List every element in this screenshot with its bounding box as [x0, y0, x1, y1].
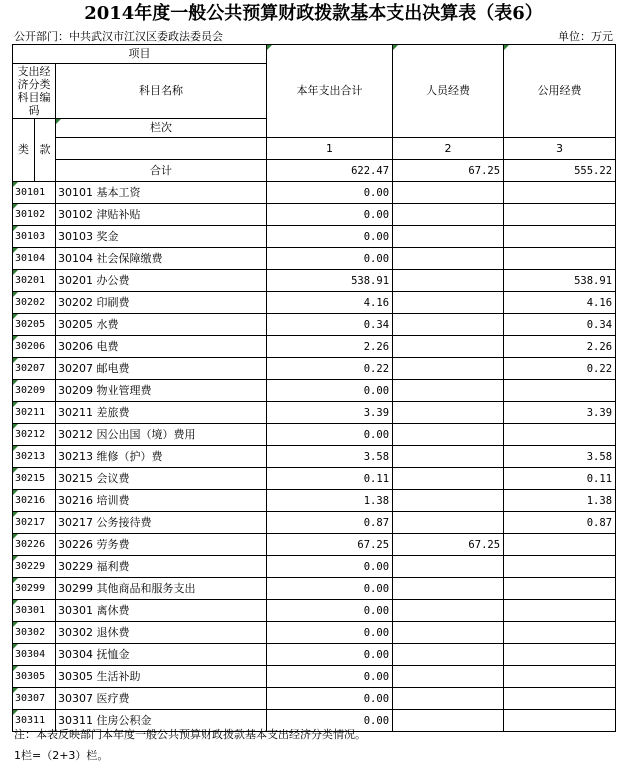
row-total: 0.22 [267, 358, 393, 380]
row-personnel [393, 314, 504, 336]
table-row [13, 490, 616, 512]
row-total: 0.00 [267, 226, 393, 248]
row-personnel [393, 644, 504, 666]
row-public: 538.91 [504, 270, 616, 292]
row-public [504, 226, 616, 248]
row-personnel [393, 248, 504, 270]
row-subject-name: 30301 离休费 [56, 600, 267, 622]
row-public [504, 622, 616, 644]
unit-label: 单位：万元 [558, 30, 613, 43]
header-public: 公用经费 [504, 45, 616, 138]
row-total: 0.00 [267, 710, 393, 732]
table-row [13, 556, 616, 578]
table-row [13, 314, 616, 336]
row-total: 0.00 [267, 578, 393, 600]
table-row [13, 292, 616, 314]
row-personnel [393, 446, 504, 468]
note-line-2: 1栏=（2+3）栏。 [14, 749, 109, 762]
row-personnel [393, 226, 504, 248]
row-subject-name: 30215 会议费 [56, 468, 267, 490]
row-code: 30301 [13, 600, 56, 622]
row-total: 0.00 [267, 424, 393, 446]
header-lanci: 栏次 [56, 119, 267, 138]
row-code: 30103 [13, 226, 56, 248]
row-public: 1.38 [504, 490, 616, 512]
row-total: 67.25 [267, 534, 393, 556]
col-index-2: 2 [393, 138, 504, 160]
row-subject-name: 30302 退休费 [56, 622, 267, 644]
row-public: 0.87 [504, 512, 616, 534]
row-public [504, 710, 616, 732]
table-row [13, 182, 616, 204]
table-row [13, 666, 616, 688]
row-subject-name: 30104 社会保障缴费 [56, 248, 267, 270]
row-code: 30205 [13, 314, 56, 336]
row-subject-name: 30311 住房公积金 [56, 710, 267, 732]
row-code: 30102 [13, 204, 56, 226]
header-econ-code: 支出经济分类科目编码 [13, 64, 56, 119]
row-personnel [393, 336, 504, 358]
row-personnel [393, 666, 504, 688]
row-subject-name: 30299 其他商品和服务支出 [56, 578, 267, 600]
row-public: 4.16 [504, 292, 616, 314]
col-index-3: 3 [504, 138, 616, 160]
row-public [504, 248, 616, 270]
table-row [13, 424, 616, 446]
table-row [13, 578, 616, 600]
row-personnel [393, 688, 504, 710]
row-public [504, 380, 616, 402]
row-public: 0.22 [504, 358, 616, 380]
row-personnel [393, 292, 504, 314]
row-total: 0.00 [267, 556, 393, 578]
row-code: 30202 [13, 292, 56, 314]
row-public [504, 182, 616, 204]
row-total: 3.58 [267, 446, 393, 468]
row-subject-name: 30226 劳务费 [56, 534, 267, 556]
row-personnel [393, 204, 504, 226]
header-placeholder [56, 138, 267, 160]
row-code: 30101 [13, 182, 56, 204]
row-personnel [393, 512, 504, 534]
table-row [13, 644, 616, 666]
row-personnel [393, 468, 504, 490]
table-row [13, 600, 616, 622]
row-total: 0.00 [267, 182, 393, 204]
row-subject-name: 30201 办公费 [56, 270, 267, 292]
row-total: 0.00 [267, 622, 393, 644]
header-kuan: 款 [35, 119, 56, 182]
row-code: 30311 [13, 710, 56, 732]
row-total: 0.34 [267, 314, 393, 336]
row-personnel [393, 380, 504, 402]
row-public [504, 424, 616, 446]
row-public [504, 556, 616, 578]
row-subject-name: 30202 印刷费 [56, 292, 267, 314]
sum-label: 合计 [56, 160, 267, 182]
table-row [13, 270, 616, 292]
header-total: 本年支出合计 [267, 45, 393, 138]
table-row [13, 226, 616, 248]
row-total: 0.87 [267, 512, 393, 534]
table-row [13, 468, 616, 490]
row-personnel [393, 556, 504, 578]
row-total: 538.91 [267, 270, 393, 292]
row-code: 30104 [13, 248, 56, 270]
row-personnel [393, 358, 504, 380]
row-personnel [393, 402, 504, 424]
table-row [13, 622, 616, 644]
row-total: 0.00 [267, 600, 393, 622]
row-code: 30209 [13, 380, 56, 402]
table-row [13, 336, 616, 358]
row-subject-name: 30205 水费 [56, 314, 267, 336]
row-subject-name: 30209 物业管理费 [56, 380, 267, 402]
sum-public: 555.22 [504, 160, 616, 182]
row-code: 30302 [13, 622, 56, 644]
row-personnel [393, 424, 504, 446]
row-subject-name: 30307 医疗费 [56, 688, 267, 710]
row-total: 0.00 [267, 688, 393, 710]
row-total: 1.38 [267, 490, 393, 512]
page-title: 2014年度一般公共预算财政拨款基本支出决算表（表6） [84, 3, 543, 24]
table-body [13, 182, 616, 732]
row-personnel [393, 600, 504, 622]
row-code: 30229 [13, 556, 56, 578]
row-total: 0.00 [267, 644, 393, 666]
table-row [13, 380, 616, 402]
table-row [13, 204, 616, 226]
table-row [13, 402, 616, 424]
sum-personnel: 67.25 [393, 160, 504, 182]
row-total: 4.16 [267, 292, 393, 314]
row-total: 0.00 [267, 248, 393, 270]
row-code: 30215 [13, 468, 56, 490]
row-public [504, 600, 616, 622]
row-public [504, 688, 616, 710]
row-personnel [393, 710, 504, 732]
row-code: 30201 [13, 270, 56, 292]
table-row [13, 512, 616, 534]
row-public: 0.11 [504, 468, 616, 490]
row-total: 0.00 [267, 380, 393, 402]
row-personnel [393, 270, 504, 292]
row-code: 30304 [13, 644, 56, 666]
row-total: 0.11 [267, 468, 393, 490]
row-code: 30305 [13, 666, 56, 688]
row-code: 30206 [13, 336, 56, 358]
row-code: 30217 [13, 512, 56, 534]
row-code: 30216 [13, 490, 56, 512]
row-code: 30307 [13, 688, 56, 710]
table-row [13, 248, 616, 270]
row-public: 3.39 [504, 402, 616, 424]
row-subject-name: 30216 培训费 [56, 490, 267, 512]
row-subject-name: 30101 基本工资 [56, 182, 267, 204]
row-subject-name: 30102 津贴补贴 [56, 204, 267, 226]
table-row [13, 446, 616, 468]
table-row [13, 688, 616, 710]
row-public [504, 578, 616, 600]
row-code: 30207 [13, 358, 56, 380]
row-public [504, 666, 616, 688]
row-personnel [393, 490, 504, 512]
row-subject-name: 30206 电费 [56, 336, 267, 358]
header-project: 项目 [13, 45, 267, 64]
row-subject-name: 30305 生活补助 [56, 666, 267, 688]
row-total: 0.00 [267, 666, 393, 688]
expenditure-table [12, 44, 616, 732]
row-public [504, 204, 616, 226]
sum-total: 622.47 [267, 160, 393, 182]
row-code: 30212 [13, 424, 56, 446]
row-personnel [393, 622, 504, 644]
row-personnel: 67.25 [393, 534, 504, 556]
table-row [13, 534, 616, 556]
row-subject-name: 30211 差旅费 [56, 402, 267, 424]
header-personnel: 人员经费 [393, 45, 504, 138]
row-subject-name: 30229 福利费 [56, 556, 267, 578]
row-subject-name: 30207 邮电费 [56, 358, 267, 380]
row-code: 30211 [13, 402, 56, 424]
row-personnel [393, 182, 504, 204]
table-row [13, 358, 616, 380]
col-index-1: 1 [267, 138, 393, 160]
row-total: 0.00 [267, 204, 393, 226]
row-subject-name: 30103 奖金 [56, 226, 267, 248]
row-subject-name: 30212 因公出国（境）费用 [56, 424, 267, 446]
row-public: 3.58 [504, 446, 616, 468]
header-lei: 类 [13, 119, 35, 182]
row-personnel [393, 578, 504, 600]
row-public: 0.34 [504, 314, 616, 336]
row-code: 30213 [13, 446, 56, 468]
row-subject-name: 30304 抚恤金 [56, 644, 267, 666]
org-label: 公开部门：中共武汉市江汉区委政法委员会 [14, 30, 223, 43]
row-subject-name: 30213 维修（护）费 [56, 446, 267, 468]
row-subject-name: 30217 公务接待费 [56, 512, 267, 534]
row-total: 3.39 [267, 402, 393, 424]
row-public [504, 534, 616, 556]
row-code: 30299 [13, 578, 56, 600]
row-total: 2.26 [267, 336, 393, 358]
note-line-1: 注：本表反映部门本年度一般公共预算财政拨款基本支出经济分类情况。 [14, 728, 366, 741]
row-public: 2.26 [504, 336, 616, 358]
row-code: 30226 [13, 534, 56, 556]
header-subject-name: 科目名称 [56, 64, 267, 119]
row-public [504, 644, 616, 666]
